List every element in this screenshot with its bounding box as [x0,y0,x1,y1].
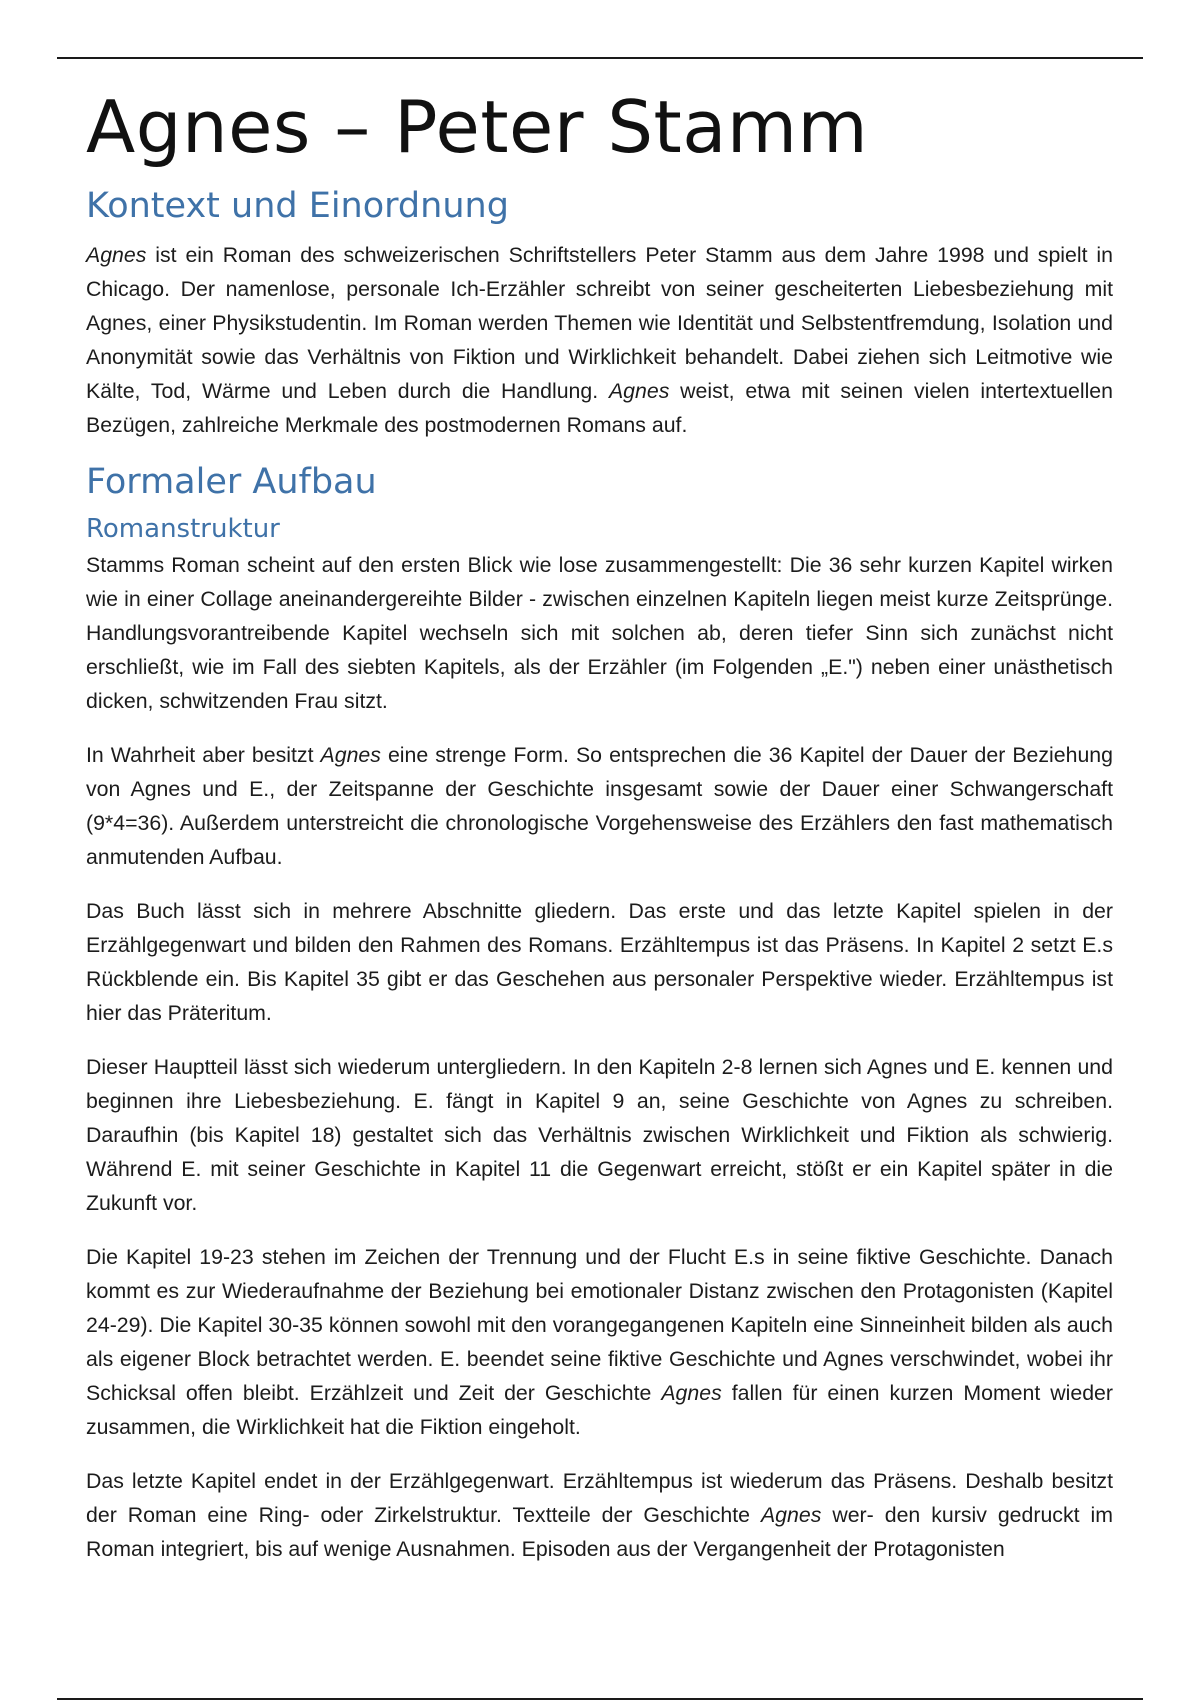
paragraph-kontext: Agnes ist ein Roman des schweizerischen Schriftstellers Peter Stamm aus dem Jahre 1998 und spielt in Chicago. Der namenlose, personale Ich-Erzähler schreibt von seiner gescheiterten Liebesbeziehung mit Agnes, einer Physikstudentin. Im Roman werden Themen wie Identität und Selbstentfremdung, Isolation und Anonymität sowie das Verhältnis von Fiktion und Wirklichkeit behandelt. Dabei ziehen sich Leitmotive wie Kälte, Tod, Wärme und Leben durch die Handlung. Agnes weist, etwa mit seinen vielen intertextuellen Bezügen, zahlreiche Merkmale des postmodernen Romans auf. [86,243,1113,437]
document-body [86,80,1113,1566]
italic-title-agnes: Agnes [760,1503,822,1527]
heading-kontext: Kontext und Einordnung [86,186,509,226]
paragraph-romanstruktur-1: Stamms Roman scheint auf den ersten Blick wie lose zusammengestellt: Die 36 sehr kurzen Kapitel wirken wie in einer Collage aneinandergereihte Bilder - zwischen einzelnen Kapiteln liegen meist kurze Zeitsprünge. Handlungsvorantreibende Kapitel wechseln sich mit solchen ab, deren tiefer Sinn sich zunächst nicht erschließt, wie im Fall des siebten Kapitels, als der Erzähler (im Folgenden „E.") neben einer unästhetisch dicken, schwitzenden Frau sitzt. [86,553,1113,713]
italic-title-agnes: Agnes [86,243,147,267]
subheading-romanstruktur: Romanstruktur [86,514,280,544]
italic-title-agnes: Agnes [661,1381,722,1405]
top-rule [57,57,1143,59]
paragraph-romanstruktur-4: Dieser Hauptteil lässt sich wiederum untergliedern. In den Kapiteln 2-8 lernen sich Agnes und E. kennen und beginnen ihre Liebesbeziehung. E. fängt in Kapitel 9 an, seine Geschichte von Agnes zu schreiben. Daraufhin (bis Kapitel 18) gestaltet sich das Verhältnis zwischen Wirklichkeit und Fiktion als schwierig. Während E. mit seiner Geschichte in Kapitel 11 die Gegenwart erreicht, stößt er ein Kapitel später in die Zukunft vor. [86,1055,1113,1215]
paragraph-romanstruktur-5: Die Kapitel 19-23 stehen im Zeichen der Trennung und der Flucht E.s in seine fiktive Geschichte. Danach kommt es zur Wiederaufnahme der Beziehung bei emotionaler Distanz zwischen den Protagonisten (Kapitel 24-29). Die Kapitel 30-35 können sowohl mit den vorangegangenen Kapiteln eine Sinneinheit bilden als auch als eigener Block betrachtet werden. E. beendet seine fiktive Geschichte und Agnes verschwindet, wobei ihr Schicksal offen bleibt. Erzählzeit und Zeit der Geschichte Agnes fallen für einen kurzen Moment wieder zusammen, die Wirklichkeit hat die Fiktion eingeholt. [86,1245,1113,1439]
paragraph-romanstruktur-2: In Wahrheit aber besitzt Agnes eine strenge Form. So entsprechen die 36 Kapitel der Dauer der Beziehung von Agnes und E., der Zeitspanne der Geschichte insgesamt sowie der Dauer einer Schwangerschaft (9*4=36). Außerdem unterstreicht die chronologische Vorgehensweise des Erzählers den fast mathematisch anmutenden Aufbau. [86,743,1113,869]
italic-title-agnes: Agnes [608,379,670,403]
paragraph-romanstruktur-6: Das letzte Kapitel endet in der Erzählgegenwart. Erzähltempus ist wiederum das Präsens. Deshalb besitzt der Roman eine Ring- oder Zirkelstruktur. Textteile der Geschichte Agnes wer- den kursiv gedruckt im Roman integriert, bis auf wenige Ausnahmen. Episoden aus der Vergangenheit der Protagonisten [86,1469,1113,1561]
heading-formaler-aufbau: Formaler Aufbau [86,462,377,502]
italic-title-agnes: Agnes [320,743,381,767]
document-title: Agnes – Peter Stamm [86,85,869,169]
paragraph-romanstruktur-3: Das Buch lässt sich in mehrere Abschnitte gliedern. Das erste und das letzte Kapitel spielen in der Erzählgegenwart und bilden den Rahmen des Romans. Erzähltempus ist das Präsens. In Kapitel 2 setzt E.s Rückblende ein. Bis Kapitel 35 gibt er das Geschehen aus personaler Perspektive wieder. Erzähltempus ist hier das Präteritum. [86,899,1113,1025]
